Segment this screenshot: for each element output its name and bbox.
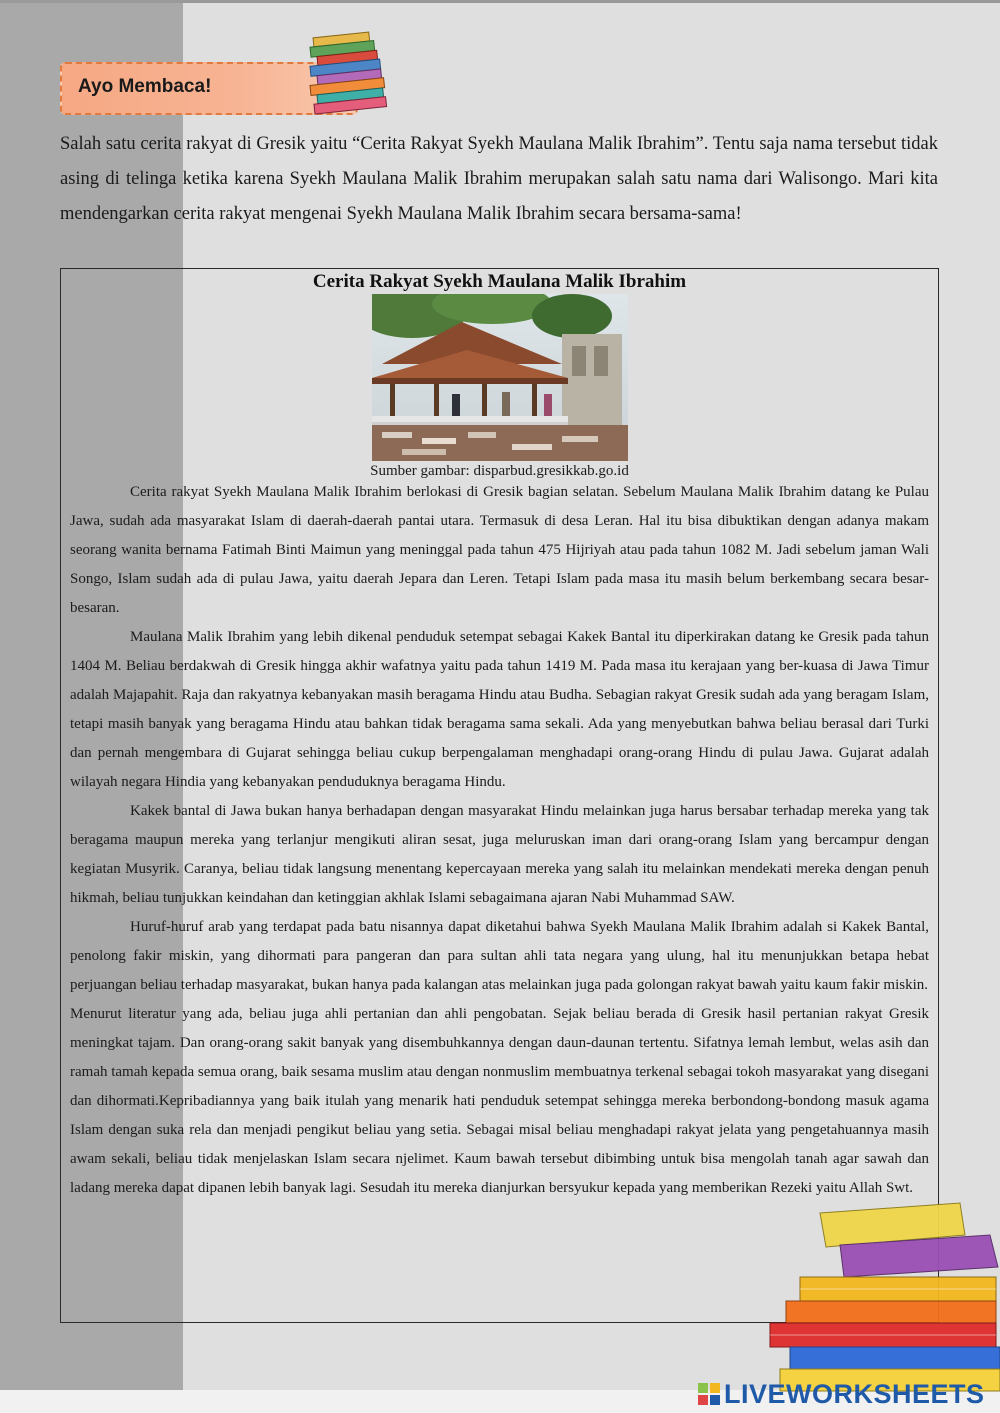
image-caption: Sumber gambar: disparbud.gresikkab.go.id xyxy=(370,463,629,479)
story-paragraph: Cerita rakyat Syekh Maulana Malik Ibrahim berlokasi di Gresik bagian selatan. Sebelum Maulana Malik Ibrahim datang ke Pulau Jawa, sudah ada masyarakat Islam di daerah-daerah pantai utara. Termasuk di desa Leran. Hal itu bisa dibuktikan dengan adanya makam seorang wanita bernama Fatimah Binti Maimun yang meninggal pada tahun 475 Hijriyah atau pada tahun 1082 M. Jadi sebelum jaman Wali Songo, Islam sudah ada di pulau Jawa, yaitu daerah Jepara dan Leren. Tetapi Islam pada masa itu masih belum berkembang secara besar-besaran. xyxy=(70,484,929,616)
background-top-strip xyxy=(0,0,1000,3)
story-paragraph: Menurut literatur yang ada, beliau juga ahli pertanian dan ahli pengobatan. Sejak beliau berada di Gresik hasil pertanian rakyat Gresik meningkat tajam. Dan orang-orang sakit banyak yang disembuhkannya dengan daun-daunan tertentu. Sifatnya lemah lembut, welas asih dan ramah tamah kepada semua orang, baik sesama muslim atau dengan nonmuslim membuatnya terkenal sebagai tokoh masyarakat yang disegani dan dihormati.Kepribadiannya yang baik itulah yang menarik hati penduduk setempat sehingga mereka berbondong-bondong masuk agama Islam dengan suka rela dan menjadi pengikut beliau yang setia. Sebagai misal beliau menghadapi rakyat jelata yang pengetahuannya masih awam sekali, beliau tidak menjelaskan Islam secara njelimet. Kaum bawah tersebut dibimbing untuk bisa mengolah tanah agar sawah dan ladang mereka dapat dipanen lebih banyak lagi. Sesudah itu mereka dianjurkan bersyukur kepada yang memberikan Rezeki yaitu Allah Swt. xyxy=(70,1006,929,1196)
mosque-photo xyxy=(372,294,628,461)
liveworksheets-logo xyxy=(698,1378,985,1410)
liveworksheets-logo-icon xyxy=(698,1383,720,1405)
books-decoration-icon xyxy=(760,1195,1000,1395)
intro-paragraph: Salah satu cerita rakyat di Gresik yaitu “Cerita Rakyat Syekh Maulana Malik Ibrahim”. Tentu saja nama tersebut tidak asing di telinga ketika karena Syekh Maulana Malik Ibrahim merupakan salah satu nama dari Walisongo. Mari kita mendengarkan cerita rakyat mengenai Syekh Maulana Malik Ibrahim secara bersama-sama! xyxy=(60,134,938,224)
story-paragraph: Huruf-huruf arab yang terdapat pada batu nisannya dapat diketahui bahwa Syekh Maulana Malik Ibrahim adalah si Kakek Bantal, penolong fakir miskin, yang dihormati para pangeran dan para sultan ahli tata negara yang ulung, hal itu menunjukkan betapa hebat perjuangan beliau terhadap masyarakat, bukan hanya pada kalangan atas melainkan juga pada golongan rakyat bawah yaitu kaum fakir miskin. xyxy=(70,919,929,993)
book-stack-icon xyxy=(305,28,400,120)
story-title: Cerita Rakyat Syekh Maulana Malik Ibrahim xyxy=(312,271,687,292)
story-paragraph: Kakek bantal di Jawa bukan hanya berhadapan dengan masyarakat Hindu melainkan juga harus bersabar terhadap mereka yang tak beragama maupun mereka yang terlanjur mengikuti aliran sesat, juga meluruskan iman dari orang-orang Islam yang bercampur dengan kegiatan Musyrik. Caranya, beliau tidak langsung menentang kepercayaan mereka yang salah itu melainkan mendekati mereka dengan penuh hikmah, beliau tunjukkan keindahan dan ketinggian akhlak Islami sebagaimana ajaran Nabi Muhammad SAW. xyxy=(70,803,929,906)
logo-text: LIVEWORKSHEETS xyxy=(724,1378,985,1409)
story-box xyxy=(60,268,939,1323)
badge-title: Ayo Membaca! xyxy=(78,76,212,97)
story-body xyxy=(70,478,929,1203)
story-paragraph: Maulana Malik Ibrahim yang lebih dikenal penduduk setempat sebagai Kakek Bantal itu diperkirakan datang ke Gresik pada tahun 1404 M. Beliau berdakwah di Gresik hingga akhir wafatnya yaitu pada tahun 1419 M. Pada masa itu kerajaan yang ber-kuasa di Jawa Timur adalah Majapahit. Raja dan rakyatnya kebanyakan masih beragama Hindu atau Budha. Sebagian rakyat Gresik sudah ada yang beragam Islam, tetapi masih banyak yang beragama Hindu atau bahkan tidak beragama sama sekali. Ada yang menyebutkan bahwa beliau berasal dari Turki dan pernah mengembara di Gujarat sehingga beliau cukup berpengalaman menghadapi orang-orang Hindu di pulau Jawa. Gujarat adalah wilayah negara Hindia yang kebanyakan penduduknya beragama Hindu. xyxy=(70,629,929,790)
